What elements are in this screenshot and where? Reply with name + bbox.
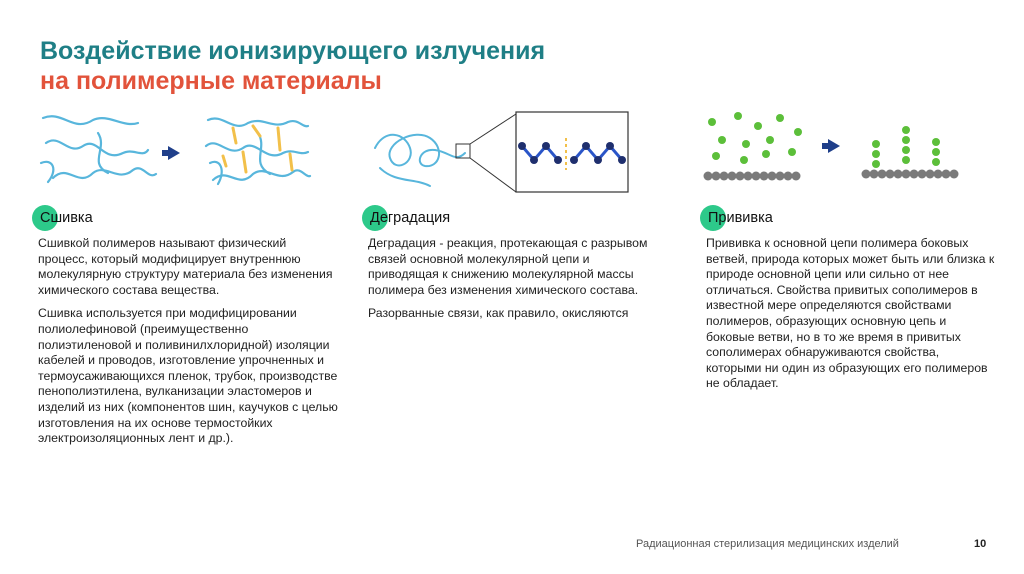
crosslinking-illustration <box>38 108 313 198</box>
grafting-illustration <box>700 108 980 198</box>
column-paragraph: Сшивкой полимеров называют физический процесс, который модифицирует внутреннюю молекулярную структуру материала без изменения химического состава вещества. <box>38 236 333 297</box>
degradation-illustration <box>370 108 640 198</box>
column-crosslinking <box>38 204 338 455</box>
column-paragraph: Деградация - реакция, протекающая с разрывом связей основной молекулярной цепи и приводящая к снижению молекулярной массы полимера без изменения химического состава. <box>368 236 648 297</box>
column-heading-label: Прививка <box>708 210 773 226</box>
column-heading-label: Деградация <box>370 210 451 226</box>
column-heading <box>706 204 996 232</box>
column-grafting <box>706 204 996 400</box>
column-paragraph: Прививка к основной цепи полимера боковых ветвей, природа которых может быть или близка к природе основной цепи или сильно от нее отличаться. Свойства привитых сополимеров в известной мере определяются свойствами полимеров, образующих основную цепь и боковые ветви, но в то же время в привитых сополимерах обнаруживаются свойства, которыми ни один из образующих его полимеров не обладает. <box>706 236 995 391</box>
title-line-1: Воздействие ионизирующего излучения <box>40 37 546 65</box>
column-degradation <box>368 204 658 330</box>
page-number: 10 <box>974 538 987 550</box>
column-heading <box>38 204 338 232</box>
column-heading <box>368 204 658 232</box>
slide-title <box>40 36 545 96</box>
title-line-2: на полимерные материалы <box>40 67 382 95</box>
column-paragraph: Разорванные связи, как правило, окисляются <box>368 306 629 321</box>
column-heading-label: Сшивка <box>40 210 93 226</box>
footer-text: Радиационная стерилизация медицинских изделий <box>636 538 899 550</box>
column-paragraph: Сшивка используется при модифицировании полиолефиновой (преимущественно полиэтиленовой и поливинилхлоридной) изоляции кабелей и проводов, изготовление упрочненных и термоусаживающихся пленок, трубок, производстве пенополиэтилена, вулканизации эластомеров и изделий из них (компонентов шин, каучуков с целью изготовления на их основе термостойких электроизоляционных лент и др.). <box>38 306 338 446</box>
